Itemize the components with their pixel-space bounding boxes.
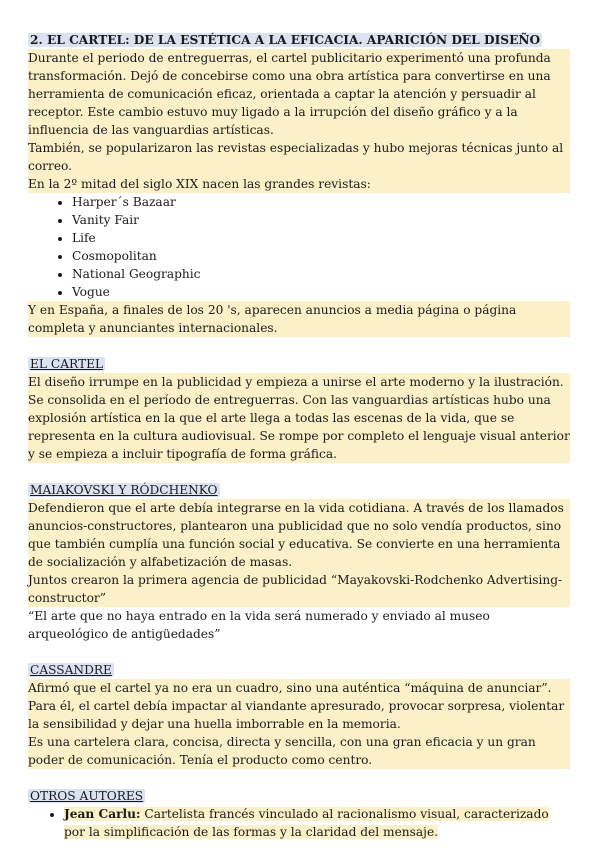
magazine-list <box>28 193 570 301</box>
section-heading-cassandre: CASSANDRE <box>30 663 112 677</box>
list-item: • Harper´s Bazaar <box>72 193 570 211</box>
paragraph-grandes-revistas: En la 2º mitad del siglo XIX nacen las grandes revistas: <box>28 175 570 193</box>
quote-maiakovski: “El arte que no haya entrado en la vida será numerado y enviado al museo arqueológico de antigüedades” <box>28 609 490 641</box>
paragraph-cartelera: Es una cartelera clara, concisa, directa y sencilla, con una gran eficacia y un gran poder de comunicación. Tenía el producto como centro. <box>28 733 570 769</box>
spacer <box>28 643 570 661</box>
author-name: Jean Carlu: <box>64 807 141 821</box>
list-item: • Life <box>72 229 570 247</box>
paragraph-maiakovski: Defendieron que el arte debía integrarse en la vida cotidiana. A través de los llamados anuncios-constructores, plantearon una publicidad que no solo vendía productos, sino que también cumplía una función social y educativa. Se convierte en una herramienta de socialización y alfabetización de masas. <box>28 499 570 571</box>
paragraph-cassandre: Afirmó que el cartel ya no era un cuadro, sino una auténtica “máquina de anunciar”. Para él, el cartel debía impactar al viandante apresurado, provocar sorpresa, violentar la sensibilidad y dejar una huella imborrable en la memoria. <box>28 679 570 733</box>
paragraph-revistas-especializadas: También, se popularizaron las revistas especializadas y hubo mejoras técnicas junto al correo. <box>28 139 570 175</box>
list-item: • Cosmopolitan <box>72 247 570 265</box>
spacer <box>28 337 570 355</box>
section-heading-cartel: EL CARTEL <box>30 357 104 371</box>
spacer <box>28 769 570 787</box>
list-item <box>64 805 570 841</box>
paragraph-entreguerras: Durante el periodo de entreguerras, el cartel publicitario experimentó una profunda transformación. Dejó de concebirse como una obra artística para convertirse en una herramienta de comunicación eficaz, orientada a captar la atención y persuadir al receptor. Este cambio estuvo muy ligado a la irrupción del diseño gráfico y a la influencia de las vanguardias artísticas. <box>28 49 570 139</box>
authors-list <box>28 805 570 841</box>
section-heading-main: 2. EL CARTEL: DE LA ESTÉTICA A LA EFICACIA. APARICIÓN DEL DISEÑO <box>30 33 541 47</box>
author-description: Cartelista francés vinculado al racionalismo visual, caracterizado por la simplificación de las formas y la claridad del mensaje. <box>64 807 549 839</box>
spacer <box>28 463 570 481</box>
list-item: • Vanity Fair <box>72 211 570 229</box>
section-heading-maiakovski: MAIAKOVSKI Y RÓDCHENKO <box>30 483 218 497</box>
paragraph-espana: Y en España, a finales de los 20 's, aparecen anuncios a media página o página completa y anunciantes internacionales. <box>28 301 570 337</box>
paragraph-agencia: Juntos crearon la primera agencia de publicidad “Mayakovski-Rodchenko Advertising-constructor” <box>28 571 570 607</box>
paragraph-cartel: El diseño irrumpe en la publicidad y empieza a unirse el arte moderno y la ilustración. Se consolida en el período de entreguerras. Con las vanguardias artísticas hubo una explosión artística en la que el arte llega a todas las escenas de la vida, que se representa en la cultura audiovisual. Se rompe por completo el lenguaje visual anterior y se empieza a incluir tipografía de forma gráfica. <box>28 375 570 461</box>
list-item: • Vogue <box>72 283 570 301</box>
list-item: • National Geographic <box>72 265 570 283</box>
section-heading-otros-autores: OTROS AUTORES <box>30 789 144 803</box>
